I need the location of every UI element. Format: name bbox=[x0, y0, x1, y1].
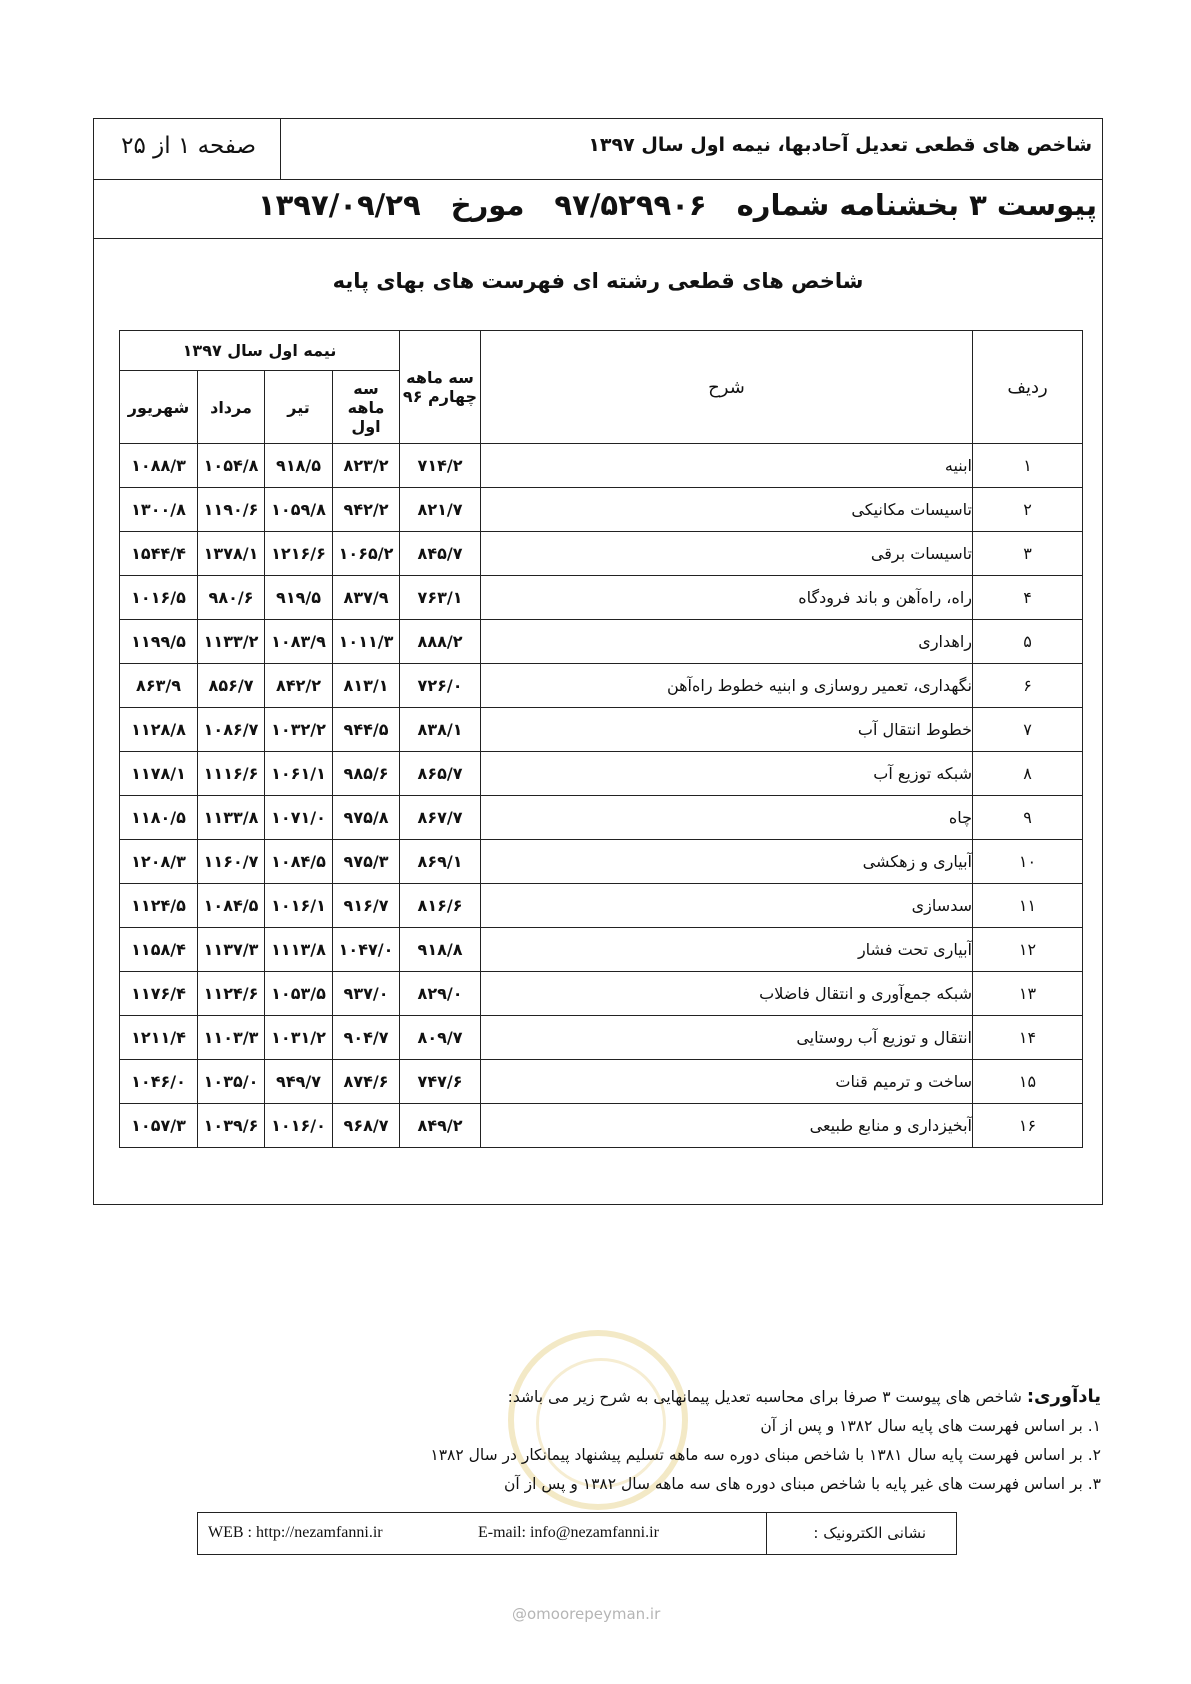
mordad-cell: ۱۳۷۸/۱ bbox=[198, 532, 265, 576]
q1-1397-cell: ۹۶۸/۷ bbox=[333, 1104, 400, 1148]
q4-96-cell: ۸۸۸/۲ bbox=[400, 620, 481, 664]
table-row bbox=[120, 884, 1083, 928]
mordad-cell: ۱۱۳۳/۲ bbox=[198, 620, 265, 664]
shahrivar-cell: ۱۱۵۸/۴ bbox=[120, 928, 198, 972]
table-row bbox=[120, 488, 1083, 532]
description-cell: تاسیسات مکانیکی bbox=[481, 488, 973, 532]
tir-cell: ۱۰۸۴/۵ bbox=[265, 840, 333, 884]
description-cell: انتقال و توزیع آب روستایی bbox=[481, 1016, 973, 1060]
row-number-cell: ۲ bbox=[973, 488, 1083, 532]
q1-1397-cell: ۱۰۴۷/۰ bbox=[333, 928, 400, 972]
row-number-cell: ۱۳ bbox=[973, 972, 1083, 1016]
shahrivar-cell: ۱۰۱۶/۵ bbox=[120, 576, 198, 620]
description-cell: راه، راه‌آهن و باند فرودگاه bbox=[481, 576, 973, 620]
mordad-cell: ۱۱۳۳/۸ bbox=[198, 796, 265, 840]
mordad-cell: ۱۱۰۳/۳ bbox=[198, 1016, 265, 1060]
q4-96-cell: ۸۲۱/۷ bbox=[400, 488, 481, 532]
description-cell: تاسیسات برقی bbox=[481, 532, 973, 576]
q4-96-cell: ۷۶۳/۱ bbox=[400, 576, 481, 620]
description-cell: شبکه توزیع آب bbox=[481, 752, 973, 796]
contact-label-cell bbox=[766, 1513, 956, 1554]
q4-96-cell: ۸۴۹/۲ bbox=[400, 1104, 481, 1148]
tir-cell: ۱۰۸۳/۹ bbox=[265, 620, 333, 664]
tir-cell: ۱۰۳۲/۲ bbox=[265, 708, 333, 752]
q4-96-cell: ۷۴۷/۶ bbox=[400, 1060, 481, 1104]
header-q1-1397: سه ماهه اول bbox=[333, 371, 400, 444]
shahrivar-cell: ۱۲۰۸/۳ bbox=[120, 840, 198, 884]
shahrivar-cell: ۸۶۳/۹ bbox=[120, 664, 198, 708]
header-description: شرح bbox=[481, 331, 973, 444]
row-number-cell: ۱۶ bbox=[973, 1104, 1083, 1148]
tir-cell: ۱۰۵۳/۵ bbox=[265, 972, 333, 1016]
note-item-2: ۲. بر اساس فهرست پایه سال ۱۳۸۱ با شاخص مبنای دوره سه ماهه تسلیم پیشنهاد پیمانکار در سال ۱۳۸۲ bbox=[430, 1446, 1101, 1464]
circular-date: ۱۳۹۷/۰۹/۲۹ bbox=[257, 188, 421, 222]
row-number-cell: ۳ bbox=[973, 532, 1083, 576]
header-tir: تیر bbox=[265, 371, 333, 444]
index-table bbox=[119, 330, 1083, 1148]
description-cell: خطوط انتقال آب bbox=[481, 708, 973, 752]
notes-intro bbox=[101, 1382, 1101, 1412]
contact-label: نشانی الکترونیک : bbox=[813, 1524, 926, 1542]
email-link[interactable]: E-mail: info@nezamfanni.ir bbox=[478, 1524, 659, 1541]
q1-1397-cell: ۱۰۱۱/۳ bbox=[333, 620, 400, 664]
mordad-cell: ۱۱۱۶/۶ bbox=[198, 752, 265, 796]
q1-1397-cell: ۹۸۵/۶ bbox=[333, 752, 400, 796]
row-number-cell: ۱۰ bbox=[973, 840, 1083, 884]
tir-cell: ۹۱۸/۵ bbox=[265, 444, 333, 488]
q1-1397-cell: ۸۳۷/۹ bbox=[333, 576, 400, 620]
mordad-cell: ۱۱۶۰/۷ bbox=[198, 840, 265, 884]
shahrivar-cell: ۱۱۲۴/۵ bbox=[120, 884, 198, 928]
q1-1397-cell: ۸۷۴/۶ bbox=[333, 1060, 400, 1104]
table-row bbox=[120, 840, 1083, 884]
row-number-cell: ۱ bbox=[973, 444, 1083, 488]
shahrivar-cell: ۱۰۴۶/۰ bbox=[120, 1060, 198, 1104]
table-row bbox=[120, 1016, 1083, 1060]
page-number: صفحه ۱ از ۲۵ bbox=[121, 133, 256, 159]
q1-1397-cell: ۹۱۶/۷ bbox=[333, 884, 400, 928]
appendix-label: پیوست ۳ بخشنامه شماره bbox=[736, 188, 1097, 222]
table-row bbox=[120, 444, 1083, 488]
date-label: مورخ bbox=[450, 188, 525, 222]
q4-96-cell: ۷۱۴/۲ bbox=[400, 444, 481, 488]
description-cell: آبیاری و زهکشی bbox=[481, 840, 973, 884]
row-number-cell: ۵ bbox=[973, 620, 1083, 664]
shahrivar-cell: ۱۰۸۸/۳ bbox=[120, 444, 198, 488]
mordad-cell: ۹۸۰/۶ bbox=[198, 576, 265, 620]
shahrivar-cell: ۱۵۴۴/۴ bbox=[120, 532, 198, 576]
description-cell: راهداری bbox=[481, 620, 973, 664]
description-cell: چاه bbox=[481, 796, 973, 840]
mordad-cell: ۱۰۳۵/۰ bbox=[198, 1060, 265, 1104]
q1-1397-cell: ۸۱۳/۱ bbox=[333, 664, 400, 708]
tir-cell: ۱۰۶۱/۱ bbox=[265, 752, 333, 796]
description-cell: سدسازی bbox=[481, 884, 973, 928]
row-number-cell: ۱۱ bbox=[973, 884, 1083, 928]
mordad-cell: ۱۰۸۶/۷ bbox=[198, 708, 265, 752]
shahrivar-cell: ۱۳۰۰/۸ bbox=[120, 488, 198, 532]
notes-intro-text: شاخص های پیوست ۳ صرفا برای محاسبه تعدیل پیمانهایی به شرح زیر می باشد: bbox=[507, 1388, 1022, 1406]
tir-cell: ۱۰۷۱/۰ bbox=[265, 796, 333, 840]
description-cell: ساخت و ترمیم قنات bbox=[481, 1060, 973, 1104]
q4-96-cell: ۸۶۹/۱ bbox=[400, 840, 481, 884]
row-number-cell: ۱۵ bbox=[973, 1060, 1083, 1104]
description-cell: شبکه جمع‌آوری و انتقال فاضلاب bbox=[481, 972, 973, 1016]
header-q4-96: سه ماهه چهارم ۹۶ bbox=[400, 331, 481, 444]
mordad-cell: ۱۰۸۴/۵ bbox=[198, 884, 265, 928]
tir-cell: ۸۴۲/۲ bbox=[265, 664, 333, 708]
row-number-cell: ۹ bbox=[973, 796, 1083, 840]
tir-cell: ۹۱۹/۵ bbox=[265, 576, 333, 620]
mordad-cell: ۱۱۳۷/۳ bbox=[198, 928, 265, 972]
table-row bbox=[120, 1060, 1083, 1104]
tir-cell: ۱۰۵۹/۸ bbox=[265, 488, 333, 532]
shahrivar-cell: ۱۱۲۸/۸ bbox=[120, 708, 198, 752]
description-cell: ابنیه bbox=[481, 444, 973, 488]
mordad-cell: ۱۱۹۰/۶ bbox=[198, 488, 265, 532]
circular-number: ۹۷/۵۲۹۹۰۶ bbox=[554, 188, 707, 222]
note-item-3: ۳. بر اساس فهرست های غیر پایه با شاخص مبنای دوره های سه ماهه سال ۱۳۸۲ و پس از آن bbox=[504, 1475, 1101, 1493]
header-row bbox=[94, 119, 1102, 180]
q4-96-cell: ۸۶۵/۷ bbox=[400, 752, 481, 796]
header-mordad: مرداد bbox=[198, 371, 265, 444]
watermark-text: @omoorepeyman.ir bbox=[512, 1605, 661, 1623]
header-shahrivar: شهریور bbox=[120, 371, 198, 444]
q1-1397-cell: ۹۴۴/۵ bbox=[333, 708, 400, 752]
row-number-cell: ۱۲ bbox=[973, 928, 1083, 972]
table-caption: شاخص های قطعی رشته ای فهرست های بهای پایه bbox=[332, 269, 864, 293]
row-number-cell: ۴ bbox=[973, 576, 1083, 620]
q4-96-cell: ۸۰۹/۷ bbox=[400, 1016, 481, 1060]
q1-1397-cell: ۹۴۲/۲ bbox=[333, 488, 400, 532]
tir-cell: ۱۲۱۶/۶ bbox=[265, 532, 333, 576]
shahrivar-cell: ۱۱۸۰/۵ bbox=[120, 796, 198, 840]
shahrivar-cell: ۱۰۵۷/۳ bbox=[120, 1104, 198, 1148]
table-row bbox=[120, 576, 1083, 620]
table-row bbox=[120, 708, 1083, 752]
table-row bbox=[120, 972, 1083, 1016]
table-row bbox=[120, 796, 1083, 840]
description-cell: نگهداری، تعمیر روسازی و ابنیه خطوط راه‌آهن bbox=[481, 664, 973, 708]
header-first-half-1397: نیمه اول سال ۱۳۹۷ bbox=[120, 331, 400, 371]
shahrivar-cell: ۱۱۹۹/۵ bbox=[120, 620, 198, 664]
notes-label: یادآوری: bbox=[1026, 1386, 1101, 1407]
q4-96-cell: ۸۱۶/۶ bbox=[400, 884, 481, 928]
tir-cell: ۱۰۳۱/۲ bbox=[265, 1016, 333, 1060]
row-number-cell: ۱۴ bbox=[973, 1016, 1083, 1060]
q1-1397-cell: ۹۷۵/۳ bbox=[333, 840, 400, 884]
tir-cell: ۱۰۱۶/۰ bbox=[265, 1104, 333, 1148]
row-number-cell: ۸ bbox=[973, 752, 1083, 796]
header-row-number: ردیف bbox=[973, 331, 1083, 444]
q4-96-cell: ۷۲۶/۰ bbox=[400, 664, 481, 708]
note-item-1: ۱. بر اساس فهرست های پایه سال ۱۳۸۲ و پس از آن bbox=[760, 1417, 1101, 1435]
row-number-cell: ۶ bbox=[973, 664, 1083, 708]
shahrivar-cell: ۱۱۷۸/۱ bbox=[120, 752, 198, 796]
notes-section bbox=[101, 1382, 1101, 1499]
shahrivar-cell: ۱۱۷۶/۴ bbox=[120, 972, 198, 1016]
tir-cell: ۱۱۱۳/۸ bbox=[265, 928, 333, 972]
mordad-cell: ۱۰۳۹/۶ bbox=[198, 1104, 265, 1148]
mordad-cell: ۱۱۲۴/۶ bbox=[198, 972, 265, 1016]
tir-cell: ۱۰۱۶/۱ bbox=[265, 884, 333, 928]
table-row bbox=[120, 752, 1083, 796]
q1-1397-cell: ۹۳۷/۰ bbox=[333, 972, 400, 1016]
q4-96-cell: ۸۶۷/۷ bbox=[400, 796, 481, 840]
q4-96-cell: ۹۱۸/۸ bbox=[400, 928, 481, 972]
description-cell: آبخیزداری و منابع طبیعی bbox=[481, 1104, 973, 1148]
q1-1397-cell: ۹۰۴/۷ bbox=[333, 1016, 400, 1060]
row-number-cell: ۷ bbox=[973, 708, 1083, 752]
q1-1397-cell: ۸۲۳/۲ bbox=[333, 444, 400, 488]
q4-96-cell: ۸۲۹/۰ bbox=[400, 972, 481, 1016]
page-number-box bbox=[94, 119, 281, 179]
appendix-title bbox=[228, 188, 1097, 222]
table-row bbox=[120, 620, 1083, 664]
table-row bbox=[120, 928, 1083, 972]
contact-box bbox=[197, 1512, 957, 1555]
table-row bbox=[120, 532, 1083, 576]
tir-cell: ۹۴۹/۷ bbox=[265, 1060, 333, 1104]
document-title: شاخص های قطعی تعدیل آحادبها، نیمه اول سال ۱۳۹۷ bbox=[588, 134, 1092, 156]
table-row bbox=[120, 664, 1083, 708]
website-link[interactable]: WEB : http://nezamfanni.ir bbox=[208, 1524, 383, 1541]
appendix-row bbox=[94, 180, 1102, 239]
q4-96-cell: ۸۴۵/۷ bbox=[400, 532, 481, 576]
q1-1397-cell: ۱۰۶۵/۲ bbox=[333, 532, 400, 576]
table-row bbox=[120, 1104, 1083, 1148]
mordad-cell: ۱۰۵۴/۸ bbox=[198, 444, 265, 488]
q1-1397-cell: ۹۷۵/۸ bbox=[333, 796, 400, 840]
mordad-cell: ۸۵۶/۷ bbox=[198, 664, 265, 708]
description-cell: آبیاری تحت فشار bbox=[481, 928, 973, 972]
q4-96-cell: ۸۳۸/۱ bbox=[400, 708, 481, 752]
document-frame bbox=[93, 118, 1103, 1205]
shahrivar-cell: ۱۲۱۱/۴ bbox=[120, 1016, 198, 1060]
